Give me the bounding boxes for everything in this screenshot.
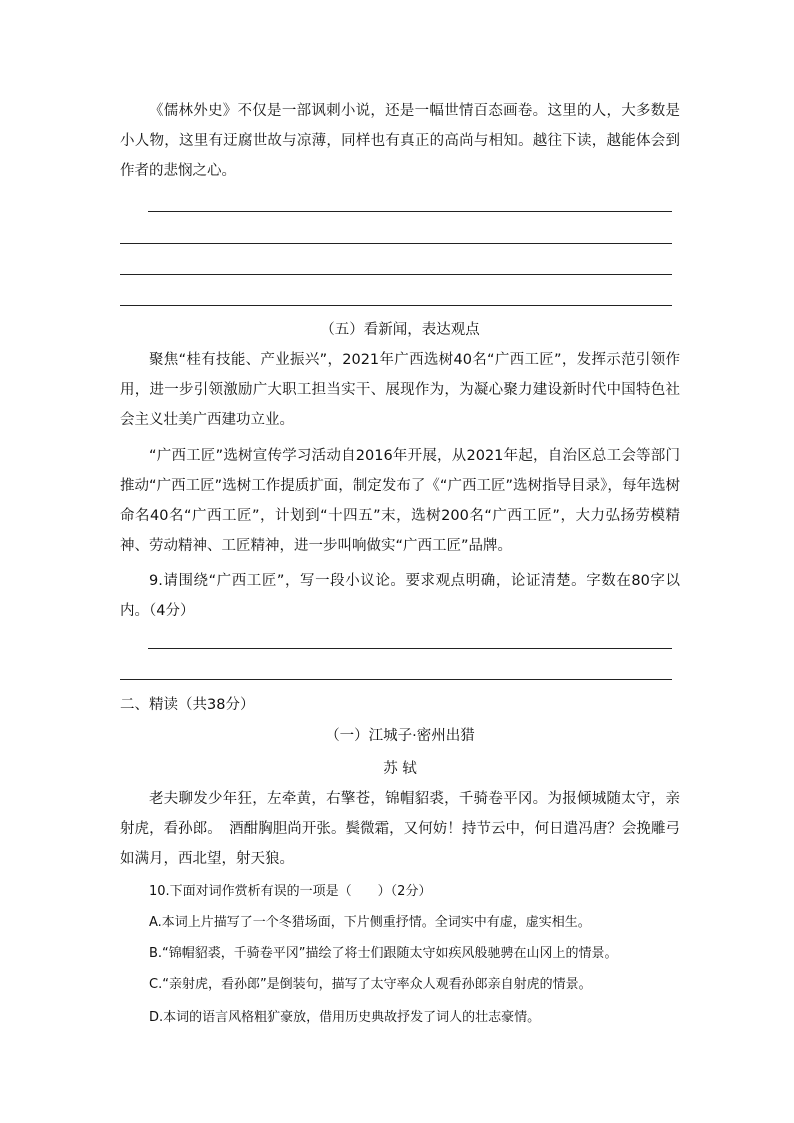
news-paragraph-1: 聚焦“桂有技能、产业振兴”，2021年广西选树40名“广西工匠”，发挥示范引领作用，进一步引领激励广大职工担当实干、展现作为，为凝心聚力建设新时代中国特色社会主义壮美广西建功立业。 [120, 352, 680, 428]
question-9: 9.请围绕“广西工匠”，写一段小议论。要求观点明确，论证清楚。字数在80字以内。（4分） [120, 573, 680, 619]
rulin-waishi-paragraph: 《儒林外史》不仅是一部讽刺小说，还是一幅世情百态画卷。这里的人，大多数是小人物，这里有迂腐世故与凉薄，同样也有真正的高尚与相知。越往下读，越能体会到作者的悲悯之心。 [120, 103, 680, 179]
poem-title: （一）江城子·密州出猎 [325, 728, 475, 744]
answer-line [148, 648, 672, 649]
answer-line [148, 211, 672, 212]
answer-line [120, 243, 672, 244]
question-10: 10.下面对词作赏析有误的一项是（ ）（2分） [149, 884, 432, 899]
option-c: C.“亲射虎，看孙郎”是倒装句，描写了太守率众人观看孙郎亲自射虎的情景。 [149, 977, 592, 992]
answer-line [120, 305, 672, 306]
answer-line [120, 274, 672, 275]
part-two-heading: 二、精读（共38分） [120, 697, 255, 713]
news-paragraph-2: “广西工匠”选树宣传学习活动自2016年开展，从2021年起，自治区总工会等部门推动“广西工匠”选树工作提质扩面，制定发布了《“广西工匠”选树指导目录》，每年选树命名40名“广西工匠”，计划到“十四五”末，选树200名“广西工匠”，大力弘扬劳模精神、劳动精神、工匠精神，进一步叫响做实“广西工匠”品牌。 [120, 448, 680, 554]
section-five-title: （五）看新闻，表达观点 [320, 322, 480, 338]
answer-line [120, 679, 672, 680]
option-a: A.本词上片描写了一个冬猎场面，下片侧重抒情。全词实中有虚，虚实相生。 [149, 915, 591, 930]
poem-author: 苏 轼 [383, 761, 417, 777]
option-d: D.本词的语言风格粗犷豪放，借用历史典故抒发了词人的壮志豪情。 [149, 1010, 541, 1025]
poem-body: 老夫聊发少年狂，左牵黄，右擎苍，锦帽貂裘，千骑卷平冈。为报倾城随太守，亲射虎，看孙郎。 酒酣胸胆尚开张。鬓微霜，又何妨！持节云中，何日遣冯唐？会挽雕弓如满月，西北望，射天狼。 [120, 791, 680, 867]
option-b: B.“锦帽貂裘，千骑卷平冈”描绘了将士们跟随太守如疾风般驰骋在山冈上的情景。 [149, 946, 618, 961]
